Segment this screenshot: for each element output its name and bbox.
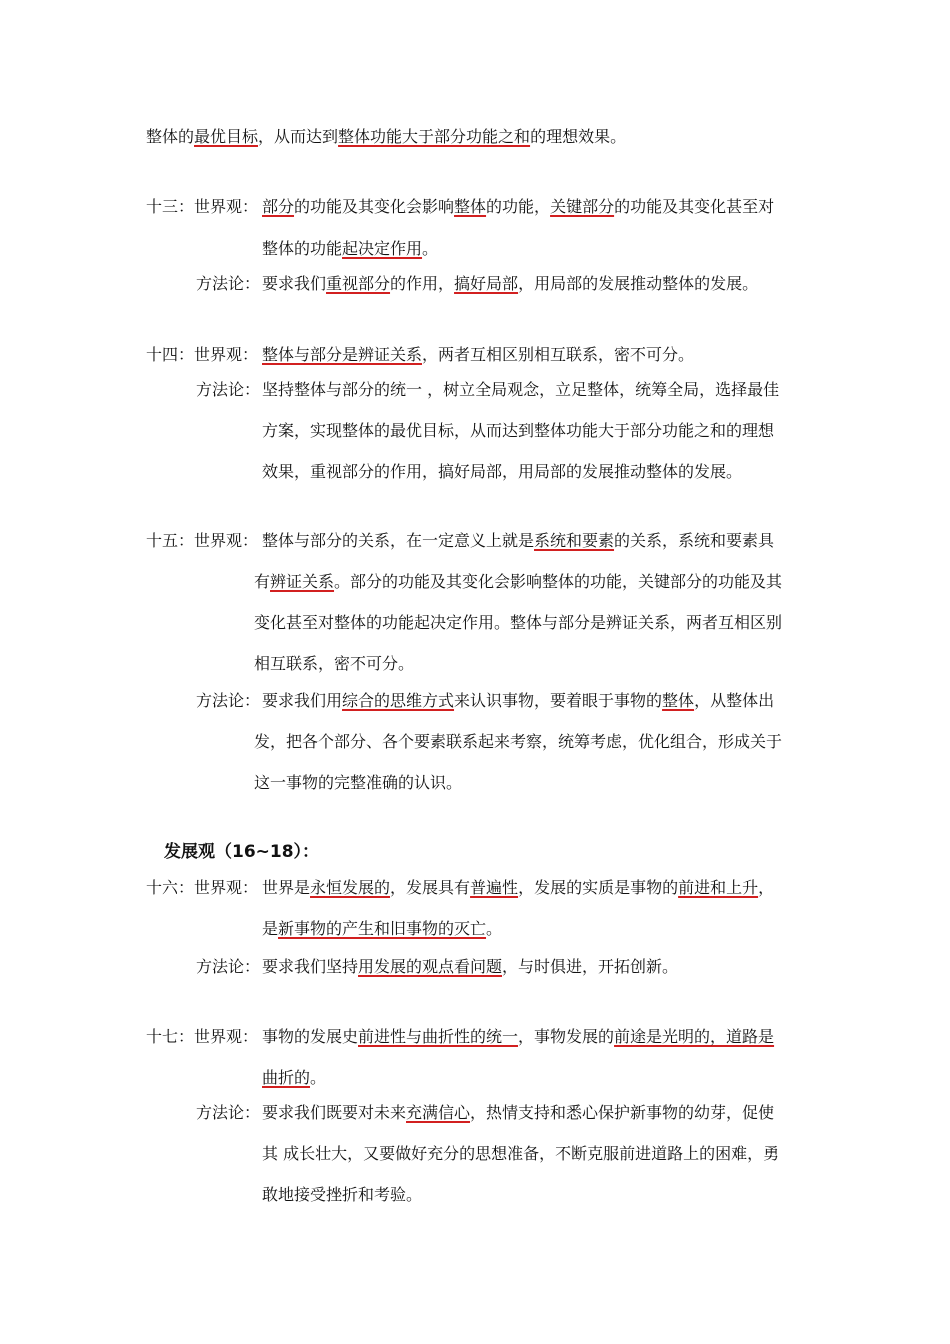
item-15-method-line-1 [262, 690, 774, 712]
emphasized-text: 部分 [262, 197, 295, 216]
item-17-method-line-1 [262, 1102, 774, 1124]
text-run: ， [758, 878, 775, 897]
emphasized-text: 整体 [454, 197, 487, 216]
item-17-worldview-line-2 [262, 1067, 326, 1089]
item-16-method-line-1 [262, 956, 678, 978]
text-run: 。 [422, 239, 439, 258]
intro-line [146, 126, 626, 148]
emphasized-text: 关键部分 [550, 197, 615, 216]
emphasized-text: 曲折的 [262, 1068, 311, 1087]
text-run: 的功能， [486, 197, 551, 216]
text-run: 事物的发展史 [262, 1027, 359, 1046]
text-run: 的理想效果。 [530, 127, 627, 146]
text-run: 要求我们既要对未来 [262, 1103, 407, 1122]
item-14-method-line-1: 坚持整体与部分的统一 ，树立全局观念，立足整体，统筹全局，选择最佳 [262, 380, 780, 399]
text-run: 。部分的功能及其变化会影响整体的功能，关键部分的功能及其 [334, 572, 783, 591]
text-run: ，用局部的发展推动整体的发展。 [518, 274, 759, 293]
item-15-worldview-line-2 [254, 571, 782, 593]
emphasized-text: 综合的思维方式 [342, 691, 455, 710]
emphasized-text: 起决定作用 [342, 239, 423, 258]
emphasized-text: 前途是光明的，道路是 [614, 1027, 775, 1046]
emphasized-text: 普遍性 [470, 878, 519, 897]
text-run: 有 [254, 572, 271, 591]
item-17-worldview-line-1 [262, 1026, 774, 1048]
text-run: 的功能及其变化会影响 [294, 197, 455, 216]
text-run: 的功能及其变化甚至对 [614, 197, 775, 216]
emphasized-text: 前进性与曲折性的统一 [358, 1027, 519, 1046]
emphasized-text: 充满信心 [406, 1103, 471, 1122]
item-13-worldview-label: 十三：世界观： [146, 197, 259, 216]
emphasized-text: 整体 [662, 691, 695, 710]
item-15-worldview-line-3: 变化甚至对整体的功能起决定作用。整体与部分是辨证关系，两者互相区别 [254, 613, 783, 632]
text-run: 整体的 [146, 127, 195, 146]
item-15-worldview-line-4: 相互联系，密不可分。 [254, 654, 415, 673]
item-14-worldview-line-1 [262, 344, 694, 366]
text-run: ，从而达到 [258, 127, 339, 146]
item-16-worldview-line-2 [262, 918, 502, 940]
text-run: ，发展具有 [390, 878, 471, 897]
emphasized-text: 永恒发展的 [310, 878, 391, 897]
item-17-method-line-2: 其 成长壮大，又要做好充分的思想准备，不断克服前进道路上的困难，勇 [262, 1144, 780, 1163]
emphasized-text: 整体与部分是辨证关系 [262, 345, 423, 364]
emphasized-text: 搞好局部 [454, 274, 519, 293]
item-14-method-line-3: 效果，重视部分的作用，搞好局部，用局部的发展推动整体的发展。 [262, 462, 743, 481]
text-run: 世界是 [262, 878, 311, 897]
text-run: 要求我们坚持 [262, 957, 359, 976]
item-14-method-label: 方法论： [196, 380, 261, 399]
text-run: ，热情支持和悉心保护新事物的幼芽，促使 [470, 1103, 775, 1122]
text-run: 要求我们用 [262, 691, 343, 710]
text-run: ，两者互相区别相互联系，密不可分。 [422, 345, 695, 364]
emphasized-text: 系统和要素 [534, 531, 615, 550]
item-15-method-line-2: 发，把各个部分、各个要素联系起来考察，统筹考虑，优化组合，形成关于 [254, 732, 783, 751]
text-run: 的作用， [390, 274, 455, 293]
section-heading: 发展观（16~18）： [164, 842, 320, 862]
emphasized-text: 整体功能大于部分功能之和 [338, 127, 531, 146]
item-13-worldview-line-2 [262, 238, 438, 260]
text-run: ，发展的实质是事物的 [518, 878, 679, 897]
text-run: ，事物发展的 [518, 1027, 615, 1046]
item-17-method-label: 方法论： [196, 1103, 261, 1122]
item-16-method-label: 方法论： [196, 957, 261, 976]
emphasized-text: 前进和上升 [678, 878, 759, 897]
emphasized-text: 重视部分 [326, 274, 391, 293]
text-run: 的关系，系统和要素具 [614, 531, 775, 550]
item-16-worldview-label: 十六：世界观： [146, 878, 259, 897]
item-13-method-label: 方法论： [196, 274, 261, 293]
item-13-method-line-1 [262, 273, 758, 295]
item-15-method-line-3: 这一事物的完整准确的认识。 [254, 773, 463, 792]
text-run: 要求我们 [262, 274, 327, 293]
item-15-method-label: 方法论： [196, 691, 261, 710]
item-17-method-line-3: 敢地接受挫折和考验。 [262, 1185, 423, 1204]
item-14-worldview-label: 十四：世界观： [146, 345, 259, 364]
emphasized-text: 新事物的产生和旧事物的灭亡 [278, 919, 487, 938]
text-run: 整体与部分的关系，在一定意义上就是 [262, 531, 535, 550]
emphasized-text: 最优目标 [194, 127, 259, 146]
text-run: ，与时俱进，开拓创新。 [502, 957, 679, 976]
text-run: 。 [486, 919, 503, 938]
item-15-worldview-line-1 [262, 530, 774, 552]
emphasized-text: 辨证关系 [270, 572, 335, 591]
emphasized-text: 用发展的观点看问题 [358, 957, 503, 976]
text-run: 来认识事物，要着眼于事物的 [454, 691, 663, 710]
text-run: 整体的功能 [262, 239, 343, 258]
text-run: 是 [262, 919, 279, 938]
item-16-worldview-line-1 [262, 877, 774, 899]
item-15-worldview-label: 十五：世界观： [146, 531, 259, 550]
text-run: ，从整体出 [694, 691, 775, 710]
item-17-worldview-label: 十七：世界观： [146, 1027, 259, 1046]
item-14-method-line-2: 方案，实现整体的最优目标，从而达到整体功能大于部分功能之和的理想 [262, 421, 775, 440]
text-run: 。 [310, 1068, 327, 1087]
item-13-worldview-line-1 [262, 196, 774, 218]
